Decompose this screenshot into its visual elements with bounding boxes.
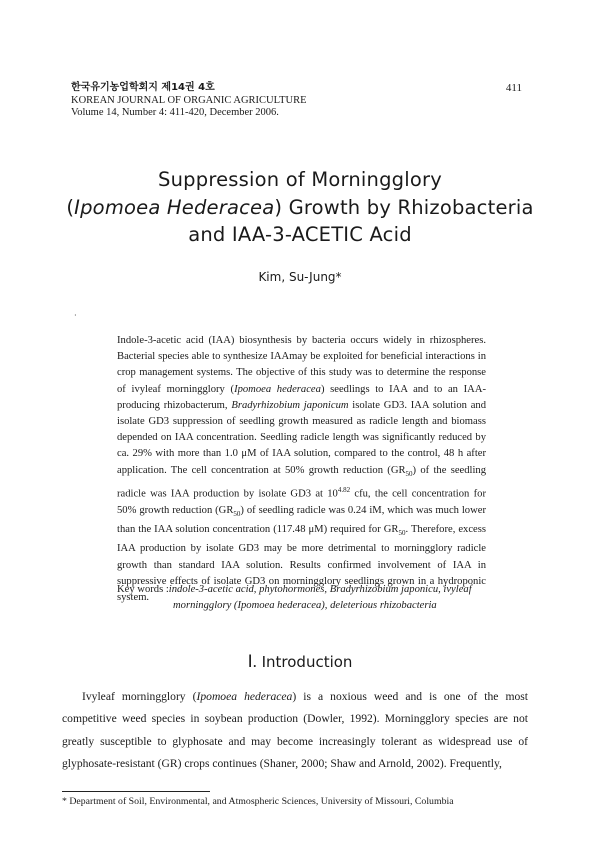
section-heading (0, 652, 600, 672)
section-numeral: Ⅰ. (247, 652, 257, 671)
section-title: Introduction (256, 653, 353, 671)
abstract (117, 333, 486, 606)
keywords (117, 582, 497, 614)
abstract-bacterium: Bradyrhizobium japonicum (231, 399, 349, 411)
subscript-50: 50 (233, 509, 241, 518)
keywords-line-2: morningglory (Ipomoea hederacea), deleterious rhizobacteria (173, 600, 437, 612)
title-species: Ipomoea Hederacea (74, 195, 275, 219)
abstract-species: Ipomoea hederacea (234, 383, 321, 395)
abstract-text-3: isolate GD3. IAA solution and isolate GD3 suppression of seedling growth measured as radicle length and biomass depended on IAA concentration. Seedling radicle length was significantly reduced by ca. 29% with more than 1.0 μM of IAA solution, compared to the control, 48 h after application. The cell concentration at 50% growth reduction (GR (117, 399, 486, 476)
subscript-50: 50 (405, 469, 413, 478)
title-line-2 (40, 194, 560, 222)
journal-header (71, 82, 307, 120)
intro-text-2: ) is a noxious weed and is one of the most competitive weed species in soybean production (Dowler, 1992). Morningglory species are not greatly susceptible to glyphosate and may become increasingly tolerant as widespread use of glyphosate-resistant (GR) crops continues (Shaner, 2000; Shaw and Arnold, 2002). Frequently, (62, 690, 529, 770)
abstract-text-6: ) of seedling radicle was 0.24 iM, which was much lower than the IAA solution concentration (117.48 μM) required for GR (117, 504, 486, 535)
stray-mark: · (74, 311, 77, 320)
title-paren: ( (66, 195, 75, 219)
keywords-line-1: indole-3-acetic acid, phytohormones, Bradyrhizobium japonicu, ivyleaf (168, 584, 472, 595)
journal-name-english: KOREAN JOURNAL OF ORGANIC AGRICULTURE (71, 94, 307, 106)
title-line-2-rest: ) Growth by Rhizobacteria (274, 195, 534, 219)
keywords-label: Key words : (117, 584, 169, 595)
footnote-rule (62, 791, 210, 792)
abstract-text-4: ) of the seedling radicle was IAA production by isolate GD3 at 10 (117, 464, 486, 500)
intro-species: Ipomoea hederacea (196, 690, 293, 703)
title-line-1: Suppression of Morningglory (158, 168, 442, 191)
page-number: 411 (505, 82, 522, 94)
title-line-3: and IAA-3-ACETIC Acid (188, 223, 412, 246)
abstract-text-2: ) seedlings to IAA and to an IAA-producing rhizobacterum, (117, 383, 486, 411)
intro-text-1: Ivyleaf morningglory ( (82, 690, 197, 703)
abstract-text-5: cfu, the cell concentration for 50% growth reduction (GR (117, 488, 486, 516)
footnote: * Department of Soil, Environmental, and Atmospheric Sciences, University of Missouri, Columbia (62, 796, 454, 807)
author-name: Kim, Su-Jung* (258, 270, 342, 284)
volume-info: Volume 14, Number 4: 411-420, December 2006. (71, 107, 279, 118)
abstract-text-1: Indole-3-acetic acid (IAA) biosynthesis by bacteria occurs widely in rhizospheres. Bacterial species able to synthesize IAAmay be exploited for beneficial interactions in crop management systems. The objective of this study was to determine the response of ivyleaf morningglory ( (117, 335, 486, 395)
superscript-exponent: 4.82 (337, 485, 351, 494)
journal-name-korean: 한국유기농업학회지 제14권 4호 (71, 82, 215, 93)
intro-paragraph (62, 686, 528, 775)
subscript-50: 50 (398, 529, 406, 538)
paper-title (40, 166, 560, 249)
intro-body (62, 686, 528, 775)
abstract-text-7: . Therefore, excess IAA production by isolate GD3 may be more detrimental to morningglory radicle growth than standard IAA solution. Results confirmed involvement of IAA in suppressive effects of isolate GD3 on morningglory seedlings grown in a hydroponic system. (117, 523, 486, 603)
